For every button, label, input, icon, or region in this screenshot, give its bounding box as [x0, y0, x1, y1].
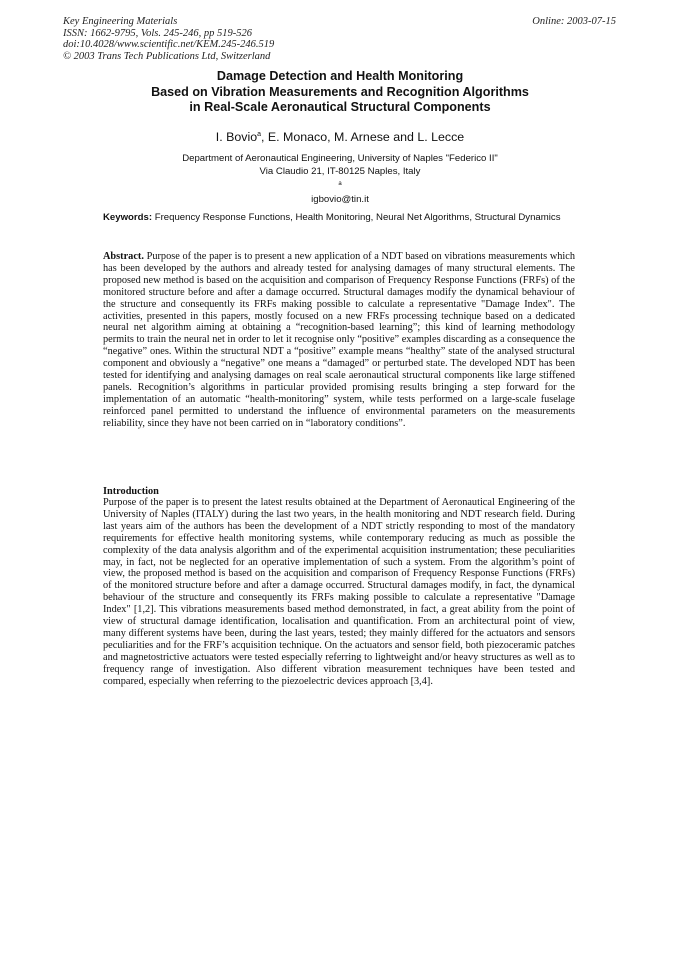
journal-name: Key Engineering Materials: [63, 16, 178, 27]
affiliation-address: Via Claudio 21, IT-80125 Naples, Italy: [259, 165, 421, 177]
title-line: Based on Vibration Measurements and Recognition Algorithms: [151, 84, 529, 99]
abstract-label: Abstract.: [103, 251, 144, 262]
title-line: Damage Detection and Health Monitoring: [216, 69, 464, 83]
affiliation-department: Department of Aeronautical Engineering, University of Naples "Federico II": [182, 153, 498, 164]
keywords-label: Keywords:: [103, 212, 153, 223]
introduction-heading: Introduction: [103, 486, 159, 497]
author-list: [90, 127, 590, 145]
affiliation: [90, 153, 590, 207]
paper-title: [90, 69, 590, 116]
author-email: igbovio@tin.it: [311, 193, 369, 205]
journal-issn: ISSN: 1662-9795, Vols. 245-246, pp 519-526: [63, 27, 252, 39]
online-date: Online: 2003-07-15: [532, 16, 616, 27]
author-superscript: a: [257, 131, 262, 138]
journal-copyright: © 2003 Trans Tech Publications Ltd, Switzerland: [63, 50, 271, 62]
email-superscript: a: [338, 181, 342, 188]
journal-doi: doi:10.4028/www.scientific.net/KEM.245-246.519: [63, 39, 275, 50]
abstract-text: Purpose of the paper is to present a new application of a NDT based on vibrations measurements which has been developed by the authors and already tested for analysing damages of many structural elements. The proposed new method is based on the acquisition and comparison of Frequency Response Functions (FRFs) of the monitored structure before and after a damage occurred. Structural damages modify the dynamical behaviour of the structure and consequently its FRFs making possible to calculate a representative "Damage Index". The activities, presented in this papers, mostly focused on a new FRFs processing technique based on a dedicated neural net algorithm aiming at obtaining a “recognition-based learning”; this kind of learning methodology permits to train the neural net in order to let it recognise only “positive” examples discarding as a consequence the “negative” ones. Within the structural NDT a “positive” example means “healthy” state of the analysed structural component and obviously a “negative” one means a “damaged” or perturbed state. The developed NDT has been tested for identifying and analysing damages on real scale aeronautical structural components like large stiffened panels. Recognition’s algorithms in particular provided promising results bringing a step forward for the implementation of an automatic “health-monitoring” system, while tests performed on a large-scale fuselage reinforced panel permitted to understand the influence of environmental parameters on the measurements reliability, since they have not been carried on in “laboratory conditions”.: [103, 251, 575, 429]
abstract: [103, 251, 575, 430]
keywords: [103, 212, 573, 224]
title-line: in Real-Scale Aeronautical Structural Components: [189, 100, 491, 115]
introduction-text: Purpose of the paper is to present the latest results obtained at the Department of Aeronautical Engineering of the University of Naples (ITALY) during the last two years, in the health monitoring and NDT research field. During last years aim of the authors has been the development of a NDT strictly responding to most of the mandatory requirements for effective health monitoring systems, while contemporary reducing as much as possible the complexity of the data analysis algorithm and of the experimental acquisition instrumentation; these peculiarities may, in fact, not be neglected for an operative implementation of such a system. From the algorithm’s point of view, the proposed method is based on the acquisition and comparison of Frequency Response Functions (FRFs) of the monitored structure before and after a damage occurred. Structural damages modify, in fact, the dynamical behaviour of the structure and consequently its FRFs making possible to calculate a representative "Damage Index" [1,2]. This vibrations measurements based method demonstrated, in fact, a great ability from the point of view of structural damage identification, localisation and quantification. From an architectural point of view, many different systems have been, during the last years, tested; they mainly differed for the actuators and sensors peculiarities and for the FRF’s acquisition technique. On the actuators and sensor field, both piezoceramic patches and magnetostrictive actuators were tested especially referring to lightweight and/or heavy structures as well as to frequency range of investigation. Also different vibration measurement techniques have been tested and compared, especially when referring to the piezoelectric devices approach [3,4].: [103, 497, 575, 687]
keywords-text: Frequency Response Functions, Health Monitoring, Neural Net Algorithms, Structural Dynamics: [152, 212, 561, 223]
affiliation-email-line: [90, 178, 590, 206]
journal-header: [63, 16, 274, 62]
first-author: I. Bovio: [215, 130, 258, 145]
other-authors: , E. Monaco, M. Arnese and L. Lecce: [261, 130, 465, 145]
